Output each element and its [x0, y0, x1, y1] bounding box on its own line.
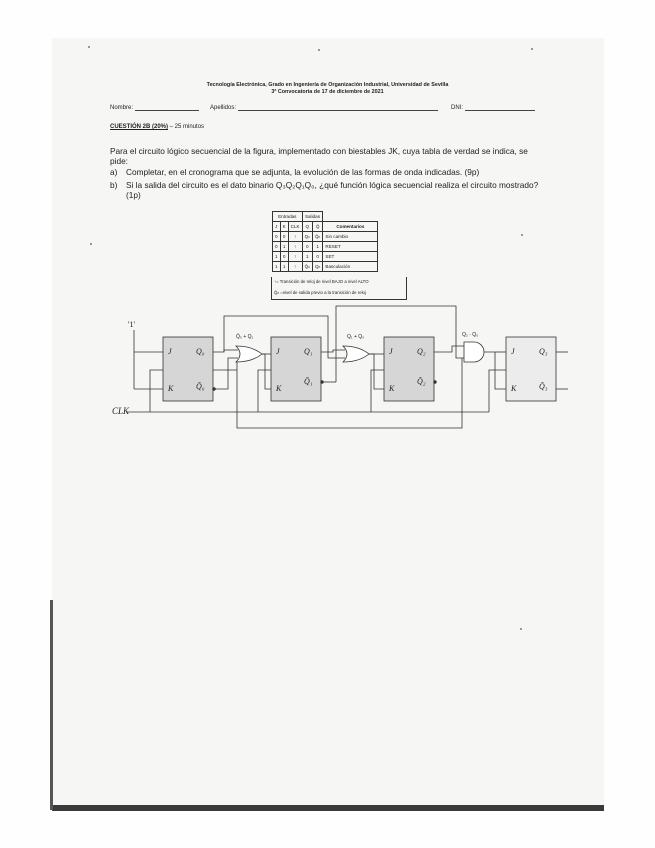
cell: Q̄ₙ	[302, 262, 312, 272]
ff1-j: J	[276, 347, 280, 356]
col-qn: Q̄	[312, 222, 322, 232]
gate-label-1: Q̄₀ + Q₁	[236, 334, 254, 340]
ff2-qn: Q̄₂	[417, 377, 426, 386]
cell: 1	[312, 242, 322, 252]
ff3-k: K	[511, 384, 517, 393]
col-j: J	[273, 222, 281, 232]
ff0-k: K	[168, 384, 174, 393]
cell: 0	[280, 252, 288, 262]
ff0-qn: Q̄₀	[196, 382, 205, 391]
cell: Basculación	[323, 262, 378, 272]
cell: 0	[280, 232, 288, 242]
header-line-1: Tecnología Electrónica, Grado en Ingeniería de Organización Industrial, Universidad de Sevilla	[206, 82, 449, 88]
cell: Qₙ	[312, 262, 322, 272]
item-a-label: a)	[110, 167, 118, 177]
group-entradas: Entradas	[273, 212, 303, 222]
item-b-text: Si la salida del circuito es el dato binario Q₃Q₂Q₁Q₀, ¿qué función lógica secuencial realiza el circuito mostrado?	[126, 180, 539, 190]
ff0-q: Q₀	[196, 347, 205, 356]
cell: ↑	[288, 252, 302, 262]
ff0-j: J	[168, 347, 172, 356]
col-clk: CLK	[288, 222, 302, 232]
cell: 1	[280, 262, 288, 272]
table-note-1: ↑= Transición de reloj de nivel BAJO a nivel ALTO	[274, 279, 369, 284]
or-gate-2	[343, 346, 369, 362]
table-note-2: Q̄ₙ =nivel de salida previo a la transición de reloj	[274, 290, 366, 295]
cell: ↑	[288, 242, 302, 252]
cell: ↑	[288, 232, 302, 242]
nombre-label: Nombre:	[110, 105, 134, 111]
cell: Qₙ	[302, 232, 312, 242]
item-b-label: b)	[110, 180, 118, 190]
and-gate	[464, 342, 484, 362]
ff2-j: J	[389, 347, 393, 356]
group-salidas: Salidas	[302, 212, 323, 222]
apellidos-label: Apellidos:	[210, 105, 237, 111]
ff3-j: J	[511, 347, 515, 356]
item-b-points: (1p)	[126, 190, 141, 200]
gate-label-2: Q₁ + Q₀	[347, 334, 365, 340]
header-line-2: 3ª Convocatoria de 17 de diciembre de 2021	[271, 89, 384, 95]
cell: 1	[302, 252, 312, 262]
question-time: – 25 minutos	[168, 124, 205, 130]
cell: 1	[280, 242, 288, 252]
ff1-k: K	[276, 384, 282, 393]
ff3-qn: Q̄₃	[539, 382, 548, 391]
input-one-label: '1'	[128, 320, 135, 329]
cell: ↑	[288, 262, 302, 272]
cell: 1	[273, 262, 281, 272]
cell: RESET	[323, 242, 378, 252]
gate-label-3: Q₂ · Q₀	[462, 332, 479, 338]
ff2-q: Q₂	[417, 347, 426, 356]
or-gate-1	[236, 346, 262, 362]
clk-label: CLK	[112, 406, 130, 416]
ff2-k: K	[389, 384, 395, 393]
cell: 0	[302, 242, 312, 252]
question-number: CUESTIÓN 2B (20%)	[110, 124, 169, 130]
ff3-q: Q₃	[539, 347, 548, 356]
col-comentarios: Comentarios	[323, 222, 378, 232]
ff1-qn: Q̄₁	[304, 377, 313, 386]
col-q: Q	[302, 222, 312, 232]
ff1-q: Q₁	[304, 347, 313, 356]
cell: 0	[273, 242, 281, 252]
intro-line-2: pide:	[110, 156, 128, 166]
cell: Q̄ₙ	[312, 232, 322, 242]
item-a-text: Completar, en el cronograma que se adjunta, la evolución de las formas de onda indicadas. (9p)	[126, 167, 480, 177]
cell: SET	[323, 252, 378, 262]
cell: 0	[312, 252, 322, 262]
cell: 1	[273, 252, 281, 262]
cell: Sin cambio	[323, 232, 378, 242]
intro-line-1: Para el circuito lógico secuencial de la figura, implementado con biestables JK, cuya tabla de verdad se indica, se	[110, 146, 528, 156]
col-k: K	[280, 222, 288, 232]
cell: 0	[273, 232, 281, 242]
dni-label: DNI:	[451, 105, 463, 111]
